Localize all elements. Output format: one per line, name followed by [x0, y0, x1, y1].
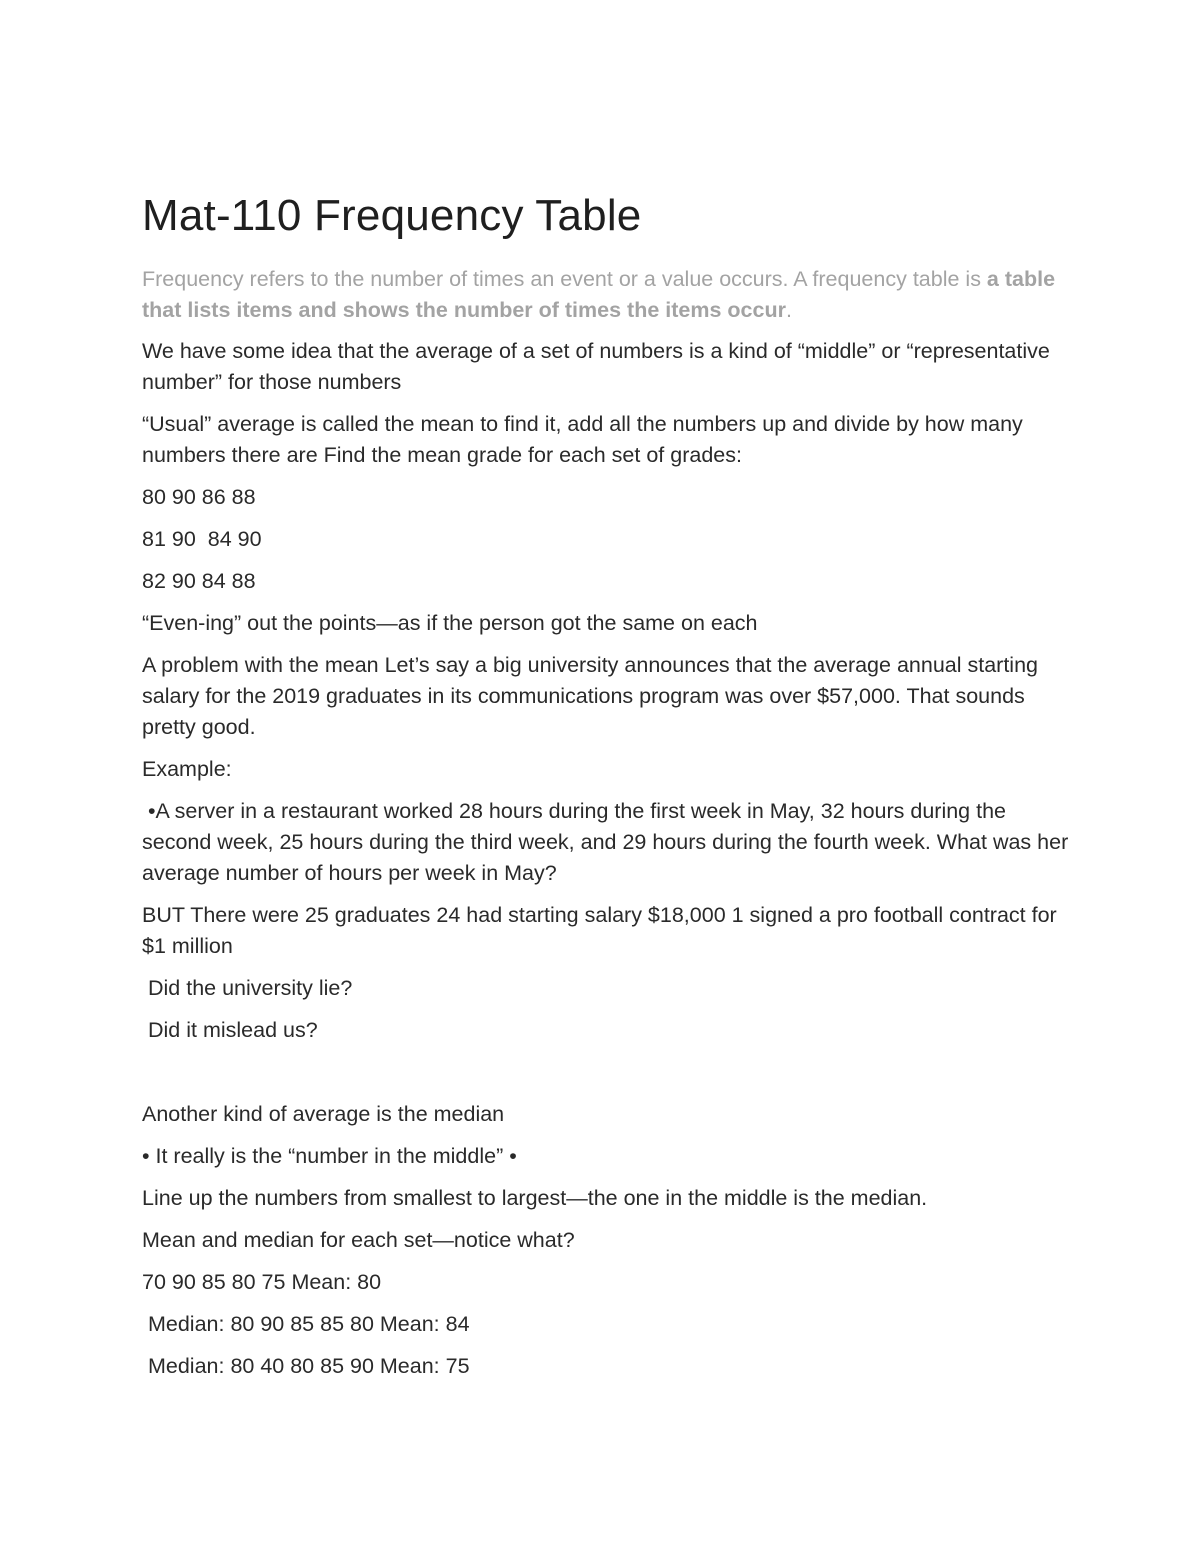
grades-set-1: 80 90 86 88 — [142, 485, 256, 509]
paragraph-problem-with-mean: A problem with the mean Let’s say a big university announces that the average annual starting salary for the 2019 graduates in its communications program was over $57,000. That sounds pretty good. — [142, 653, 1038, 739]
paragraph-line-up-numbers: Line up the numbers from smallest to largest—the one in the middle is the median. — [142, 1186, 928, 1210]
intro-end: . — [785, 298, 792, 322]
paragraph-did-it-mislead: Did it mislead us? — [142, 1018, 318, 1042]
paragraph-average-idea: We have some idea that the average of a set of numbers is a kind of “middle” or “representative number” for those numbers — [142, 339, 1050, 394]
intro-paragraph — [142, 264, 1072, 326]
intro-text: Frequency refers to the number of times an event or a value occurs. A frequency table is — [142, 267, 987, 291]
paragraph-example-label: Example: — [142, 757, 232, 781]
blank-line — [142, 1057, 1072, 1088]
paragraph-set-1-mean: 70 90 85 80 75 Mean: 80 — [142, 1270, 382, 1294]
paragraph-median-intro: Another kind of average is the median — [142, 1102, 505, 1126]
document-page — [142, 190, 1075, 1393]
paragraph-evening-out: “Even-ing” out the points—as if the person got the same on each — [142, 611, 758, 635]
paragraph-mean-and-median: Mean and median for each set—notice what? — [142, 1228, 575, 1252]
paragraph-number-in-middle: • It really is the “number in the middle” • — [142, 1144, 517, 1168]
intro-bold-text: a table that lists items and shows the number of times the items occur — [142, 267, 1056, 322]
paragraph-but-graduates: BUT There were 25 graduates 24 had starting salary $18,000 1 signed a pro football contract for $1 million — [142, 903, 1057, 958]
grades-set-3: 82 90 84 88 — [142, 569, 256, 593]
paragraph-set-3-median-mean: Median: 80 40 80 85 90 Mean: 75 — [142, 1354, 470, 1378]
paragraph-did-university-lie: Did the university lie? — [142, 976, 353, 1000]
paragraph-example-server: •A server in a restaurant worked 28 hours during the first week in May, 32 hours during the second week, 25 hours during the third week, and 29 hours during the fourth week. What was her average number of hours per week in May? — [142, 799, 1075, 885]
grades-set-2: 81 90 84 90 — [142, 527, 262, 551]
paragraph-set-2-median-mean: Median: 80 90 85 85 80 Mean: 84 — [142, 1312, 470, 1336]
page-title: Mat-110 Frequency Table — [142, 191, 642, 240]
paragraph-usual-average: “Usual” average is called the mean to find it, add all the numbers up and divide by how many numbers there are Find the mean grade for each set of grades: — [142, 412, 1023, 467]
